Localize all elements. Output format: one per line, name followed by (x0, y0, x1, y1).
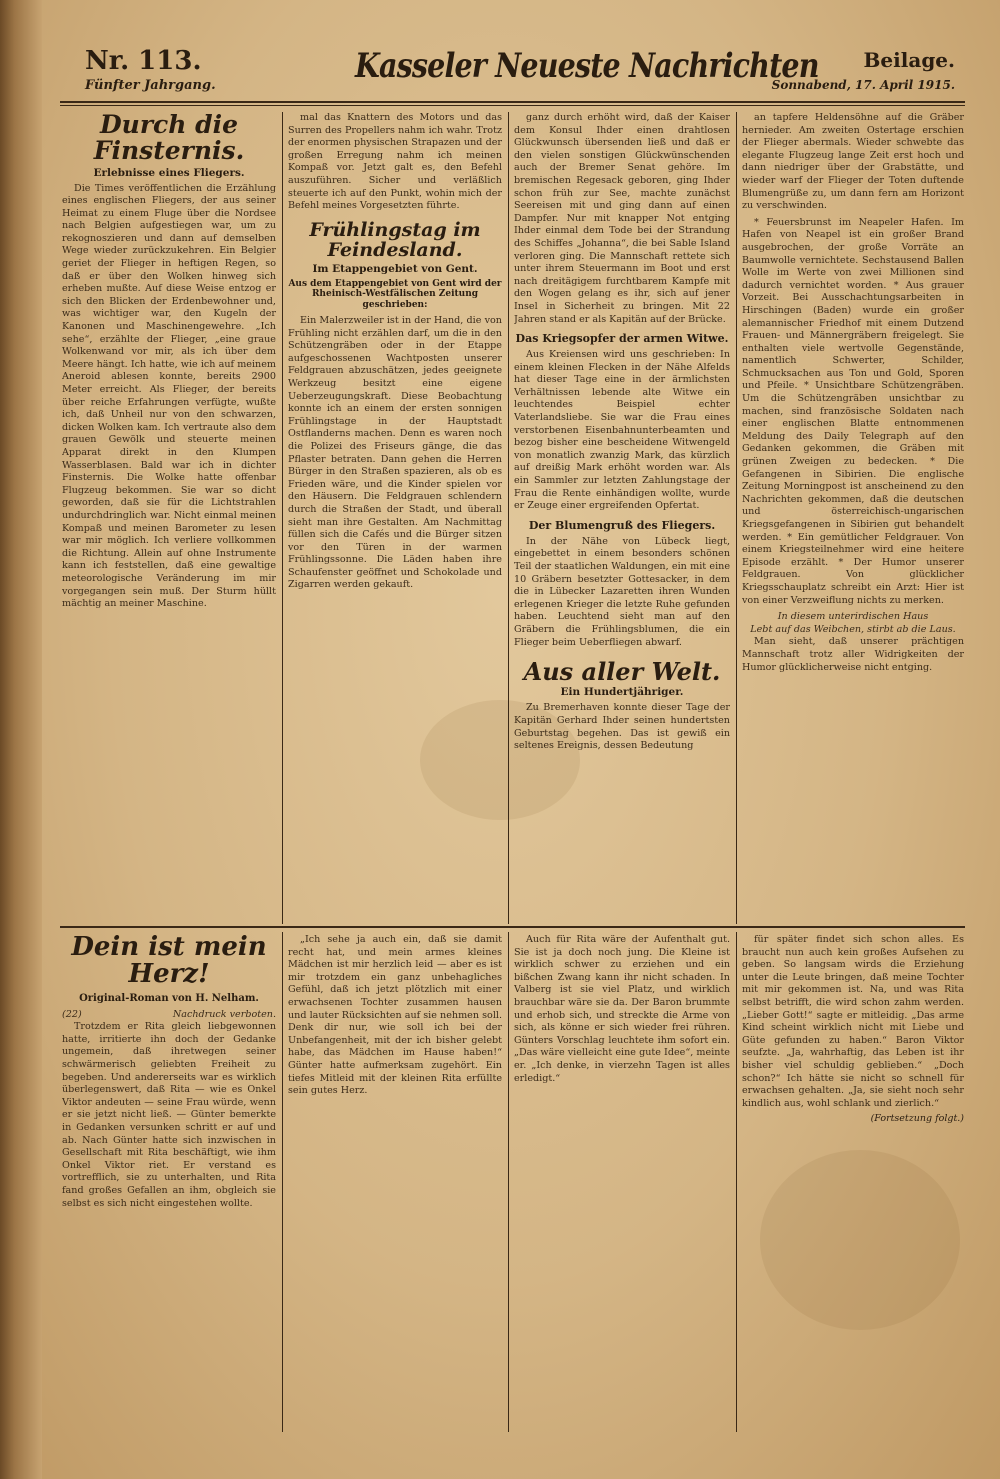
binding-edge (0, 0, 42, 1479)
article-body (62, 183, 276, 611)
issue-meta (772, 48, 955, 92)
article-body (288, 315, 502, 592)
article-subhead: Im Etappengebiet von Gent. (312, 262, 478, 275)
article-column-3 (514, 112, 730, 924)
article-byline: Aus dem Etappengebiet von Gent wird der Rheinisch-Westfälischen Zeitung geschrieben: (288, 278, 502, 311)
section-headline: Aus aller Welt. (523, 657, 721, 687)
novel-paragraph: für später findet sich schon alles. Es braucht nun auch kein großes Aufsehen zu geben. So langsam wirds die Erziehung unter die Leute bringen, daß meine Tochter mit mir gekommen ist. Na, und was Rita selbst betrifft, die wird schon zahm werden. „Lieber Gott!“ sagte er mitleidig. „Das arme Kind scheint wirklich nicht mit Liebe und Güte gefunden zu haben.“ Baron Viktor seufzte. „Ja, wahrhaftig, das Leben ist ihr bisher viel schuldig geblieben.“ „Doch schon?“ Ich hätte sie nicht so schnell für erwachsen gehalten. „Ja, sie sieht noch sehr kindlich aus, wohl schlank und zierlich.“ (742, 934, 964, 1109)
newspaper-title: Kasseler Neueste Nachrichten (355, 46, 819, 86)
novel-author: Original-Roman von H. Nelham. (79, 992, 259, 1004)
novel-column-1 (62, 934, 276, 1434)
article-paragraph: Aus Kreiensen wird uns geschrieben: In einem kleinen Flecken in der Nähe Alfelds hat dieser Tage eine in der ärmlichsten Verhältnissen lebende alte Witwe ein leuchtendes Beispiel echter Vaterlandsliebe. Sie war die Frau eines verstorbenen Eisenbahnunterbeamten und bezog bisher eine bescheidene Witwengeld von monatlich zwanzig Mark, das kürzlich auf dreißig Mark erhöht worden war. Als ein Sammler zur letzten Zahlungstage der Frau die Rente einhändigen wollte, wurde er Zeuge einer ergreifenden Opfertat. (514, 349, 730, 512)
novel-body (62, 1021, 276, 1210)
novel-title: Dein ist mein Herz! (71, 934, 267, 990)
article-paragraph: Man sieht, daß unserer prächtigen Mannschaft trotz aller Widrigkeiten der Humor glücklicherweise nicht entging. (742, 636, 964, 673)
article-headline: Der Blumengruß des Fliegers. (528, 518, 716, 532)
article-paragraph: In der Nähe von Lübeck liegt, eingebettet in einem besonders schönen Teil der staatlichen Waldungen, ein mit eine 10 Gräbern besetzter Gottesacker, in dem die in Lübecker Lazaretten ihren Wunden erlegenen Krieger die letzte Ruhe gefunden haben. Leuchtend sieht man auf den Gräbern die Frühlingsblumen, die ein Flieger beim Ueberfliegen abwarf. (514, 535, 730, 648)
masthead (55, 40, 970, 110)
novel-body (514, 934, 730, 1085)
novel-body (288, 934, 502, 1098)
novel-column-4 (742, 934, 964, 1434)
column-rule (736, 932, 737, 1432)
column-rule (508, 112, 509, 924)
article-column-1 (62, 112, 276, 924)
article-paragraph: Zu Bremerhaven konnte dieser Tage der Kapitän Gerhard Ihder seinen hundertsten Geburtstag begehen. Das ist gewiß ein seltenes Ereignis, dessen Bedeutung (514, 702, 730, 752)
verse (742, 611, 964, 636)
column-rule (282, 932, 283, 1432)
novel-column-3 (514, 934, 730, 1434)
article-paragraph: Die Times veröffentlichen die Erzählung eines englischen Fliegers, der aus seiner Heimat zu einem Fluge über die Nordsee nach Belgien aufgestiegen war, um zu rekognoszieren und dann auf demselben Wege wieder zurückzukehren. Ein Belgier geriet der Flieger in heftigen Regen, so daß er über den Wolken hinweg sich erheben mußte. Auf diese Weise entzog er sich den Blicken der Erdenbewohner und, was wichtiger war, den Kugeln der Kanonen und Maschinengewehre. „Ich sehe“, erzählte der Flieger, „eine graue Wolkenwand vor mir, als ich über dem Meere hängt. Ich hatte, wie ich auf meinem Aneroid ablesen konnte, bereits 2900 Meter erreicht. Als Flieger, der bereits über reiche Erfahrungen verfügte, wußte ich, daß Unheil nur von den schwarzen, dicken Wolken kam. Ich vertraute also dem grauen Gewölk und steuerte meinen Apparat direkt in den Klumpen Wasserblasen. Bald war ich in dichter Finsternis. Die Wolke hatte offenbar Flugzeug bekommen. Sie war so dicht geworden, daß sie für die Lichtstrahlen undurchdringlich war. Nicht einmal meinen Kompaß und meinen Barometer zu lesen war mir möglich. Ich verliere vollkommen die Richtung. Allein auf ohne Instrumente kann ich feststellen, daß eine gewaltige meteorologische Veränderung im mir vorgegangen sein muß. Der Sturm hüllt mächtig an meiner Maschine. (62, 182, 276, 610)
article-paragraph: an tapfere Heldensöhne auf die Gräber hernieder. Am zweiten Ostertage erschien der Flieger abermals. Wieder schwebte das elegante Flugzeug lange Zeit erst hoch und dann niedriger über der Grabstätte, und wieder warf der Flieger der Toten duftende Blumengrüße zu, um dann fern am Horizont zu verschwinden. (742, 112, 964, 212)
article-subhead: Ein Hundertjähriger. (560, 686, 684, 699)
novel-column-2 (288, 934, 502, 1434)
article-paragraph: Ein Malerzweiler ist in der Hand, die von Frühling nicht erzählen darf, um die in den Schützengräben oder in der Etappe aufgeschossenen Wachtposten unserer Feldgrauen abzuschätzen, jedes geeignete Werkzeug besitzt eine eigene Ueberzeugungskraft. Diese Beobachtung konnte ich an einem der ersten sonnigen Frühlingstage in der Hauptstadt Ostflanderns machen. Denn es waren noch die Polizei des Friseurs gänge, die das Pflaster betraten. Dann gehen die Herren Bürger in den Straßen spazieren, als ob es Frieden wäre, und die Kinder spielen vor den Häusern. Die Feldgrauen schlendern durch die Straßen der Stadt, und überall sieht man ihre Gestalten. Am Nachmittag füllen sich die Cafés und die Bürger sitzen vor den Türen in der warmen Frühlingssonne. Die Läden haben ihre Schaufenster geöffnet und Schokolade und Zigarren werden gekauft. (288, 315, 502, 591)
novel-meta (62, 1009, 276, 1022)
reprint-notice: Nachdruck verboten. (172, 1008, 276, 1020)
article-headline: Frühlingstag im Feindesland. (309, 218, 481, 261)
article-body (514, 536, 730, 649)
verse-line: Lebt auf das Weibchen, stirbt ab die Laus. (750, 623, 956, 635)
issue-date: Sonnabend, 17. April 1915. (771, 78, 955, 92)
article-body (742, 636, 964, 674)
article-body (514, 112, 730, 326)
masthead-rule (60, 105, 965, 106)
article-column-2 (288, 112, 502, 924)
verse-line: In diesem unterirdischen Haus (777, 611, 929, 623)
masthead-rule (60, 101, 965, 103)
novel-paragraph: Auch für Rita wäre der Aufenthalt gut. Sie ist ja doch noch jung. Die Kleine ist wirklich schwer zu erziehen und ein bißchen Zwang kann ihr nicht schaden. In Valberg ist sie viel Platz, und wirklich brauchbar wäre sie da. Der Baron brummte und erhob sich, und streckte die Arme von sich, als könne er sich wieder frei rühren. Günters Vorschlag leuchtete ihm sofort ein. „Das wäre vielleicht eine gute Idee“, meinte er. „Ich denke, in vierzehn Tagen ist alles erledigt.“ (514, 934, 730, 1084)
novel-paragraph: Trotzdem er Rita gleich liebgewonnen hatte, irritierte ihn doch der Gedanke ungemein, daß ihretwegen seiner schwärmerisch geliebten Freiheit zu begeben. Und andererseits war es wirklich überlegenswert, daß Rita — wie es Onkel Viktor andeuten — seine Frau würde, wenn er sie jetzt nicht ließ. — Günter bemerkte in Gedanken versunken schritt er auf und ab. Nach Günter hatte sich inzwischen in Gesellschaft mit Rita beschäftigt, wie ihm Onkel Viktor riet. Er verstand es vortrefflich, sie zu unterhalten, und Rita fand großes Gefallen an ihm, obgleich sie selbst es sich nicht eingestehen wollte. (62, 1021, 276, 1209)
issue-number: Nr. 113. (85, 46, 202, 76)
issue-year: Fünfter Jahrgang. (85, 78, 216, 93)
article-headline: Durch die Finsternis. (93, 112, 245, 166)
column-rule (508, 932, 509, 1432)
section-divider (60, 926, 965, 928)
column-rule (736, 112, 737, 924)
article-paragraph: mal das Knattern des Motors und das Surren des Propellers nahm ich wahr. Trotz der enormen physischen Strapazen und der großen Erregung nahm ich meinen Kompaß vor. Jetzt galt es, den Befehl auszuführen. Sicher und verläßlich steuerte ich auf den Punkt, wohin mich der Befehl meines Vorgesetzten führte. (288, 112, 502, 212)
issue-info (85, 46, 216, 93)
article-body (742, 112, 964, 213)
article-body (514, 349, 730, 513)
article-paragraph: ganz durch erhöht wird, daß der Kaiser dem Konsul Ihder einen drahtlosen Glückwunsch übersenden ließ und daß er den vielen sonstigen Glückwünschenden auch der Bremer Senat gehöre. Im bremischen Regesack geboren, ging Ihder schon früh zur See, machte zunächst Seereisen mit und ging dann auf einen Dampfer. Nur mit knapper Not entging Ihder einmal dem Tode bei der Strandung des Schiffes „Johanna“, die bei Sable Island verloren ging. Die Mannschaft rettete sich unter ihrem Steuermann im Boot und erst nach dreitägigem furchtbarem Kampfe mit den Wogen gelang es ihr, sich auf jener Insel in Sicherheit zu bringen. Mit 22 Jahren stand er als Kapitän auf der Brücke. (514, 112, 730, 325)
column-rule (282, 112, 283, 924)
article-subhead: Erlebnisse eines Fliegers. (93, 166, 245, 179)
article-body (742, 217, 964, 607)
article-headline: Das Kriegsopfer der armen Witwe. (515, 332, 729, 346)
continued-note: (Fortsetzung folgt.) (870, 1113, 964, 1125)
section-label: Beilage. (863, 48, 955, 72)
novel-body (742, 934, 964, 1110)
novel-part: (22) (62, 1008, 82, 1020)
article-column-4 (742, 112, 964, 924)
article-body (514, 702, 730, 752)
novel-paragraph: „Ich sehe ja auch ein, daß sie damit recht hat, und mein armes kleines Mädchen ist mir herzlich leid — aber es ist mir trotzdem ein ganz unbehagliches Gefühl, daß ich jetzt plötzlich mit einer erwachsenen Tochter zusammen hausen und lauter Rücksichten auf sie nehmen soll. Denk dir nur, wie soll ich bei der Unbefangenheit, mit der ich bisher gelebt habe, das Mädchen im Hause haben!“ Günter hatte aufmerksam zugehört. Ein tiefes Mitleid mit der kleinen Rita erfüllte sein gutes Herz. (288, 934, 502, 1097)
article-paragraph: * Feuersbrunst im Neapeler Hafen. Im Hafen von Neapel ist ein großer Brand ausgebrochen, der große Vorräte an Baumwolle vernichtete. Sechstausend Ballen Wolle im Werte von zwei Millionen sind dadurch vernichtet worden. * Aus grauer Vorzeit. Bei Ausschachtungsarbeiten in Hirschingen (Baden) wurde ein großer alemannischer Friedhof mit einem Dutzend Frauen- und Männergräbern freigelegt. Sie enthalten viele wertvolle Gegenstände, namentlich Schwerter, Schilder, Schmucksachen aus Ton und Gold, Sporen und Pfeile. * Unsichtbare Schützengräben. Um die Schützengräben unsichtbar zu machen, sind französische Soldaten nach einer englischen Blatte entnommenen Meldung des Daily Telegraph auf den Gedanken gekommen, die Gräben mit grünen Zweigen zu bedecken. * Die Gefangenen in Sibirien. Die englische Zeitung Morningpost ist anscheinend zu den Nachrichten gekommen, daß die deutschen und österreichisch-ungarischen Kriegsgefangenen in Sibirien gut behandelt werden. * Ein gemütlicher Feldgrauer. Von einem Kriegsteilnehmer wird eine heitere Episode erzählt. * Der Humor unserer Feldgrauen. Von glücklicher Kriegsschauplatz schreibt ein Arzt: Hier ist von einer Verzweiflung nichts zu merken. (742, 216, 964, 606)
article-body (288, 112, 502, 213)
